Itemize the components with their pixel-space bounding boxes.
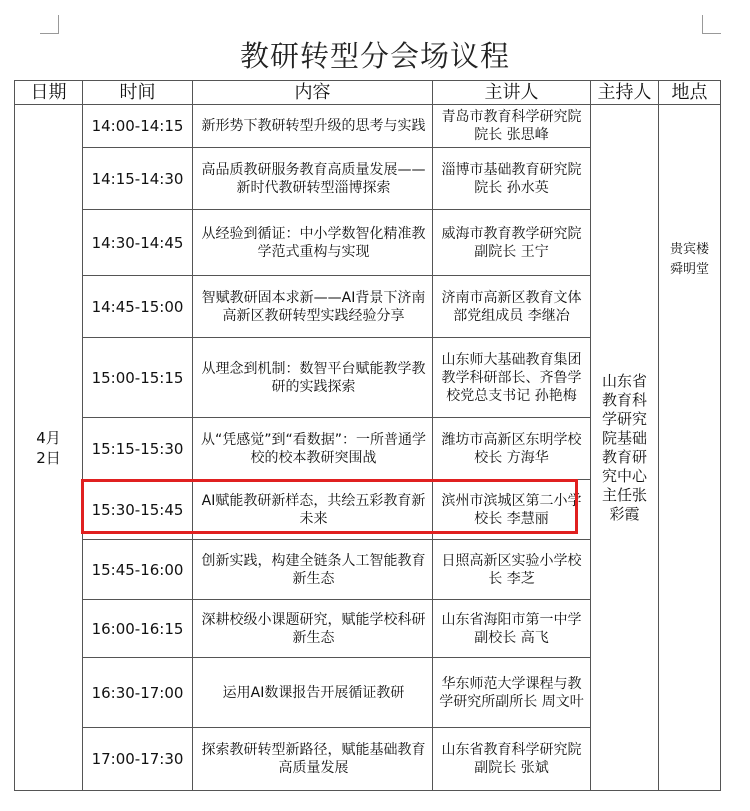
agenda-table: [14, 80, 721, 791]
speaker-text: 济南市高新区教育文体部党组成员 李继冶: [441, 289, 582, 324]
table-row: [15, 105, 721, 148]
time-cell: 16:00-16:15: [83, 600, 193, 658]
date-cell: [15, 105, 83, 791]
header-venue: 地点: [659, 81, 721, 105]
content-cell: [193, 338, 433, 418]
time-cell: 14:45-15:00: [83, 276, 193, 338]
speaker-text: 山东省教育科学研究院副院长 张斌: [441, 742, 582, 776]
venue-hall: 舜明堂: [669, 262, 709, 277]
speaker-cell: [433, 658, 591, 728]
time-cell: 14:30-14:45: [83, 210, 193, 276]
time-cell: 15:15-15:30: [83, 418, 193, 480]
speaker-text: 山东省海阳市第一中学副校长 高飞: [441, 611, 582, 646]
content-text: 深耕校级小课题研究，赋能学校科研新生态: [201, 611, 426, 646]
time-cell: 14:00-14:15: [83, 105, 193, 148]
speaker-text: 华东师范大学课程与教学研究所副所长 周文叶: [439, 675, 584, 710]
content-cell: [193, 480, 433, 540]
content-cell: [193, 418, 433, 480]
content-text: 智赋教研固本求新——AI背景下济南高新区教研转型实践经验分享: [201, 289, 426, 324]
speaker-cell: [433, 540, 591, 600]
speaker-cell: [433, 210, 591, 276]
speaker-cell: [433, 418, 591, 480]
time-cell: 15:45-16:00: [83, 540, 193, 600]
content-cell: [193, 148, 433, 210]
date-day: 2日: [36, 448, 61, 467]
header-time: 时间: [83, 81, 193, 105]
header-row: [15, 81, 721, 105]
host-name: 山东省教育科学研究院基础教育研究中心主任张彩霞: [601, 371, 647, 523]
venue-building: 贵宾楼: [669, 242, 709, 257]
time-cell: 15:30-15:45: [83, 480, 193, 540]
header-content: 内容: [193, 81, 433, 105]
speaker-text: 山东师大基础教育集团教学科研部长、齐鲁学校党总支书记 孙艳梅: [441, 351, 582, 404]
speaker-text: 青岛市教育科学研究院院长 张思峰: [441, 109, 582, 143]
venue-cell: [659, 105, 721, 791]
content-cell: [193, 105, 433, 148]
content-text: 新形势下教研转型升级的思考与实践: [201, 118, 426, 134]
content-text: 高品质教研服务教育高质量发展——新时代教研转型淄博探索: [201, 161, 426, 196]
time-cell: 15:00-15:15: [83, 338, 193, 418]
speaker-cell: [433, 148, 591, 210]
content-cell: [193, 540, 433, 600]
speaker-text: 潍坊市高新区东明学校校长 方海华: [441, 431, 582, 466]
content-text: 从“凭感觉”到“看数据”：一所普通学校的校本教研突围战: [201, 431, 427, 466]
speaker-cell: [433, 728, 591, 791]
content-text: 从理念到机制：数智平台赋能教学教研的实践探索: [201, 360, 426, 395]
content-cell: [193, 728, 433, 791]
page-title: 教研转型分会场议程: [239, 39, 510, 73]
speaker-cell: [433, 105, 591, 148]
content-cell: [193, 658, 433, 728]
content-text: AI赋能教研新样态，共绘五彩教育新未来: [201, 492, 426, 527]
crop-mark-top-right: [702, 15, 721, 34]
content-cell: [193, 210, 433, 276]
host-cell: [591, 105, 659, 791]
speaker-cell: [433, 276, 591, 338]
content-cell: [193, 600, 433, 658]
content-text: 运用AI数课报告开展循证教研: [222, 684, 405, 701]
content-text: 探索教研转型新路径，赋能基础教育高质量发展: [201, 742, 426, 776]
date-month: 4月: [36, 428, 61, 447]
time-cell: 16:30-17:00: [83, 658, 193, 728]
agenda-body: [15, 105, 721, 791]
crop-mark-top-left: [40, 15, 59, 34]
header-host: 主持人: [591, 81, 659, 105]
speaker-text: 日照高新区实验小学校长 李芝: [441, 552, 582, 587]
speaker-cell: [433, 600, 591, 658]
speaker-text: 威海市教育教学研究院副院长 王宁: [441, 225, 582, 260]
content-text: 创新实践，构建全链条人工智能教育新生态: [201, 552, 426, 587]
speaker-text: 滨州市滨城区第二小学校长 李慧丽: [441, 492, 582, 527]
content-text: 从经验到循证：中小学数智化精准教学范式重构与实现: [201, 225, 426, 260]
header-date: 日期: [15, 81, 83, 105]
content-cell: [193, 276, 433, 338]
time-cell: 14:15-14:30: [83, 148, 193, 210]
time-cell: 17:00-17:30: [83, 728, 193, 791]
header-speaker: 主讲人: [433, 81, 591, 105]
speaker-cell: [433, 480, 591, 540]
speaker-text: 淄博市基础教育研究院院长 孙水英: [441, 161, 582, 196]
speaker-cell: [433, 338, 591, 418]
